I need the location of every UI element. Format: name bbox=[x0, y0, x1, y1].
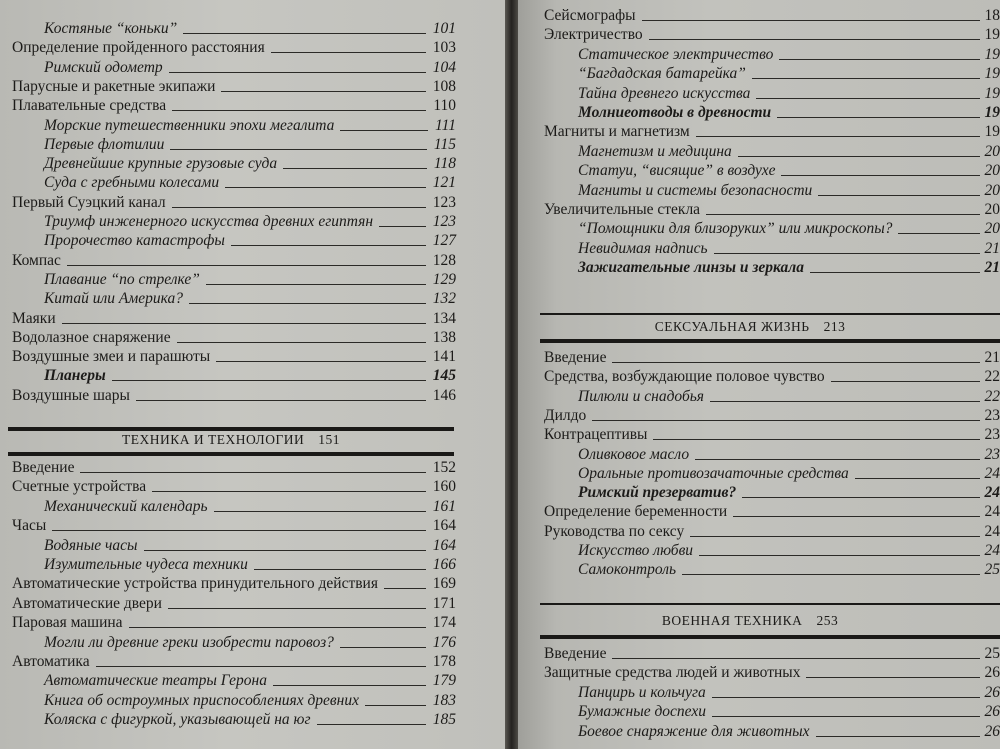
leader-line bbox=[712, 697, 980, 698]
toc-entry-title: Пилюли и снадобья bbox=[578, 387, 705, 405]
leader-line bbox=[221, 91, 425, 92]
toc-entry-page: 19 bbox=[984, 104, 1000, 121]
toc-entry-page: 141 bbox=[432, 348, 456, 366]
toc-entry-page: 129 bbox=[432, 270, 456, 288]
toc-entry-title: Автоматические двери bbox=[12, 594, 162, 612]
leader-line bbox=[172, 207, 426, 208]
leader-line bbox=[340, 130, 428, 131]
section-heading bbox=[540, 611, 960, 631]
toc-entry-page: 108 bbox=[432, 77, 456, 95]
leader-line bbox=[80, 472, 425, 473]
leader-line bbox=[710, 401, 979, 402]
toc-entry-title: Первые флотилии bbox=[44, 135, 165, 153]
section-title: ТЕХНИКА И ТЕХНОЛОГИИ bbox=[121, 432, 305, 447]
leader-line bbox=[696, 136, 980, 137]
leader-line bbox=[172, 110, 426, 111]
toc-entry-page: 20 bbox=[984, 220, 1000, 238]
toc-entry-page: 171 bbox=[432, 594, 456, 612]
toc-entry-page: 123 bbox=[432, 193, 456, 211]
toc-entry-page: 179 bbox=[432, 672, 456, 690]
leader-line bbox=[273, 685, 426, 686]
leader-line bbox=[168, 608, 426, 609]
toc-entry-page: 26 bbox=[984, 703, 1000, 721]
section-heading bbox=[8, 430, 454, 450]
toc-entry-page: 26 bbox=[984, 683, 1000, 701]
toc-entry bbox=[12, 383, 456, 405]
toc-entry-title: Планеры bbox=[44, 367, 106, 385]
toc-entry-page: 110 bbox=[433, 97, 456, 115]
toc-entry-page: 103 bbox=[432, 39, 456, 57]
toc-entry-title: Статуи, “висящие” в воздухе bbox=[578, 162, 776, 180]
toc-entry-page: 24 bbox=[984, 542, 1000, 559]
leader-line bbox=[642, 20, 980, 21]
toc-entry-page: 18 bbox=[984, 7, 1000, 24]
toc-entry-title: Определение пройденного расстояния bbox=[12, 39, 265, 57]
leader-line bbox=[214, 511, 426, 512]
toc-entry-title: Автоматические устройства принудительного действия bbox=[12, 575, 378, 593]
toc-entry-title: Могли ли древние греки изобрести паровоз? bbox=[44, 633, 334, 651]
toc-entry-title: Увеличительные стекла bbox=[544, 201, 701, 218]
toc-entry-page: 185 bbox=[432, 711, 456, 729]
toc-entry-page: 19 bbox=[984, 123, 1000, 141]
toc-entry-page: 166 bbox=[432, 556, 456, 573]
section-title: СЕКСУАЛЬНАЯ ЖИЗНЬ bbox=[654, 319, 810, 334]
toc-entry-page: 22 bbox=[984, 368, 1000, 386]
leader-line bbox=[831, 381, 980, 382]
toc-entry-page: 23 bbox=[984, 426, 1000, 444]
leader-line bbox=[67, 265, 426, 266]
toc-entry bbox=[578, 557, 1000, 579]
leader-line bbox=[699, 555, 979, 556]
toc-entry-page: 22 bbox=[984, 387, 1000, 405]
leader-line bbox=[183, 33, 425, 34]
toc-entry-page: 164 bbox=[432, 517, 456, 535]
toc-entry-page: 19 bbox=[984, 65, 1000, 83]
toc-entry-title: Оливковое масло bbox=[578, 445, 690, 463]
leader-line bbox=[169, 72, 426, 73]
toc-entry-title: Компас bbox=[12, 251, 61, 269]
leader-line bbox=[379, 226, 426, 227]
toc-entry-page: 20 bbox=[984, 142, 1000, 160]
leader-line bbox=[136, 400, 426, 401]
toc-entry-page: 21 bbox=[984, 259, 1000, 277]
toc-entry-title: Суда с гребными колесами bbox=[44, 174, 220, 192]
toc-entry-page: 26 bbox=[984, 722, 1000, 740]
toc-entry-page: 183 bbox=[432, 691, 456, 709]
toc-entry-title: Механический календарь bbox=[44, 497, 208, 515]
toc-entry-page: 123 bbox=[432, 213, 456, 230]
leader-line bbox=[612, 362, 979, 363]
toc-entry-title: Контрацептивы bbox=[544, 426, 648, 444]
section-page: 151 bbox=[318, 432, 341, 447]
toc-entry-title: Искусство любви bbox=[578, 542, 694, 559]
leader-line bbox=[225, 187, 426, 188]
toc-entry-title: Молниеотводы в древности bbox=[578, 104, 772, 121]
leader-line bbox=[898, 233, 979, 234]
leader-line bbox=[738, 156, 980, 157]
toc-entry-page: 134 bbox=[432, 309, 456, 327]
toc-entry-page: 23 bbox=[984, 406, 1000, 424]
toc-entry-title: Изумительные чудеса техники bbox=[44, 556, 248, 573]
leader-line bbox=[781, 175, 979, 176]
section-rule-bottom bbox=[540, 635, 1000, 639]
toc-entry-page: 24 bbox=[984, 484, 1000, 502]
toc-entry-title: Воздушные шары bbox=[12, 386, 130, 404]
toc-entry-title: Костяные “коньки” bbox=[44, 20, 178, 37]
leader-line bbox=[62, 323, 426, 324]
toc-entry-title: Плавательные средства bbox=[12, 97, 167, 115]
toc-entry-title: Невидимая надпись bbox=[578, 239, 708, 257]
toc-entry-title: Китай или Америка? bbox=[44, 290, 184, 308]
toc-entry-title: Введение bbox=[544, 645, 607, 662]
toc-entry bbox=[578, 255, 1000, 277]
leader-line bbox=[271, 52, 426, 53]
leader-line bbox=[365, 705, 426, 706]
toc-entry-title: Водолазное снаряжение bbox=[12, 328, 171, 346]
leader-line bbox=[682, 574, 979, 575]
toc-entry-page: 101 bbox=[432, 20, 456, 37]
book-gutter bbox=[505, 0, 518, 749]
toc-entry-page: 160 bbox=[432, 478, 456, 496]
toc-entry-title: Первый Суэцкий канал bbox=[12, 193, 166, 211]
toc-entry-title: Магнетизм и медицина bbox=[578, 142, 732, 160]
leader-line bbox=[649, 39, 980, 40]
toc-entry-page: 121 bbox=[432, 174, 456, 192]
toc-entry-page: 25 bbox=[984, 561, 1000, 579]
toc-entry-title: “Багдадская батарейка” bbox=[578, 65, 746, 83]
leader-line bbox=[806, 677, 979, 678]
leader-line bbox=[752, 78, 980, 79]
toc-entry-page: 178 bbox=[432, 653, 456, 670]
toc-entry-page: 23 bbox=[984, 445, 1000, 463]
toc-entry-page: 132 bbox=[432, 290, 456, 308]
leader-line bbox=[695, 459, 979, 460]
leader-line bbox=[592, 420, 979, 421]
toc-entry-page: 138 bbox=[432, 328, 456, 346]
toc-entry-page: 24 bbox=[984, 522, 1000, 540]
toc-entry-title: Счетные устройства bbox=[12, 478, 147, 496]
toc-entry-page: 174 bbox=[432, 614, 456, 632]
leader-line bbox=[112, 380, 426, 381]
leader-line bbox=[855, 478, 980, 479]
section-rule-top bbox=[540, 313, 1000, 315]
leader-line bbox=[690, 536, 979, 537]
toc-entry-title: Часы bbox=[12, 517, 47, 535]
toc-entry-page: 146 bbox=[432, 386, 456, 404]
toc-entry-title: Плавание “по стрелке” bbox=[44, 270, 200, 288]
toc-entry-title: Самоконтроль bbox=[578, 561, 677, 579]
toc-entry-title: Римский одометр bbox=[44, 58, 163, 76]
leader-line bbox=[712, 716, 980, 717]
toc-entry-page: 19 bbox=[984, 26, 1000, 44]
toc-entry-title: Сейсмографы bbox=[544, 7, 636, 24]
toc-entry-title: Средства, возбуждающие половое чувство bbox=[544, 368, 825, 386]
toc-entry-page: 128 bbox=[432, 251, 456, 269]
toc-entry-page: 111 bbox=[435, 116, 456, 134]
toc-entry-page: 21 bbox=[984, 349, 1000, 366]
section-rule-bottom bbox=[540, 339, 1000, 343]
toc-entry-page: 19 bbox=[984, 45, 1000, 63]
leader-line bbox=[810, 272, 980, 273]
leader-line bbox=[177, 342, 426, 343]
toc-entry-page: 20 bbox=[984, 181, 1000, 199]
toc-entry-title: Боевое снаряжение для животных bbox=[578, 722, 810, 740]
toc-entry-page: 152 bbox=[432, 459, 456, 476]
leader-line bbox=[96, 666, 426, 667]
toc-entry-page: 19 bbox=[984, 84, 1000, 102]
section-page: 253 bbox=[816, 613, 839, 628]
toc-entry-page: 118 bbox=[433, 155, 456, 173]
toc-entry-title: Введение bbox=[12, 459, 75, 476]
leader-line bbox=[340, 647, 426, 648]
leader-line bbox=[206, 284, 426, 285]
toc-entry-title: Определение беременности bbox=[544, 503, 728, 521]
toc-entry-title: Панцирь и кольчуга bbox=[578, 683, 706, 701]
leader-line bbox=[144, 550, 426, 551]
leader-line bbox=[777, 117, 979, 118]
leader-line bbox=[818, 195, 979, 196]
leader-line bbox=[706, 214, 979, 215]
toc-entry-title: Римский презерватив? bbox=[578, 484, 737, 502]
toc-entry-page: 20 bbox=[984, 201, 1000, 218]
leader-line bbox=[170, 149, 427, 150]
toc-entry-title: Оральные противозачаточные средства bbox=[578, 464, 849, 482]
toc-entry-title: Морские путешественники эпохи мегалита bbox=[44, 116, 335, 134]
toc-entry-page: 169 bbox=[432, 575, 456, 593]
toc-entry-page: 164 bbox=[432, 536, 456, 554]
toc-entry-title: Книга об остроумных приспособлениях древних bbox=[44, 691, 359, 709]
leader-line bbox=[317, 724, 426, 725]
toc-entry-title: “Помощники для близоруких” или микроскопы? bbox=[578, 220, 893, 238]
toc-entry bbox=[44, 707, 456, 729]
toc-entry-page: 21 bbox=[984, 239, 1000, 257]
leader-line bbox=[714, 253, 980, 254]
toc-entry bbox=[578, 719, 1000, 741]
leader-line bbox=[733, 516, 979, 517]
leader-line bbox=[283, 168, 427, 169]
toc-entry-title: Статическое электричество bbox=[578, 45, 774, 63]
leader-line bbox=[189, 303, 426, 304]
toc-entry-page: 176 bbox=[432, 633, 456, 651]
leader-line bbox=[231, 245, 426, 246]
toc-entry-title: Автоматические театры Герона bbox=[44, 672, 267, 690]
toc-entry-title: Зажигательные линзы и зеркала bbox=[578, 259, 804, 277]
toc-entry-title: Воздушные змеи и парашюты bbox=[12, 348, 211, 366]
leader-line bbox=[653, 439, 979, 440]
right-page bbox=[518, 0, 1000, 749]
leader-line bbox=[52, 530, 426, 531]
toc-entry-title: Триумф инженерного искусства древних египтян bbox=[44, 213, 374, 230]
toc-entry-title: Руководства по сексу bbox=[544, 522, 685, 540]
leader-line bbox=[612, 658, 979, 659]
toc-entry-title: Автоматика bbox=[12, 653, 90, 670]
toc-entry-page: 24 bbox=[984, 464, 1000, 482]
section-title: ВОЕННАЯ ТЕХНИКА bbox=[661, 613, 803, 628]
toc-entry-page: 145 bbox=[432, 367, 456, 385]
toc-entry-title: Бумажные доспехи bbox=[578, 703, 706, 721]
toc-entry-title: Магниты и магнетизм bbox=[544, 123, 690, 141]
toc-entry-title: Паровая машина bbox=[12, 614, 123, 632]
leader-line bbox=[742, 497, 979, 498]
toc-entry-title: Тайна древнего искусства bbox=[578, 84, 751, 102]
section-page: 213 bbox=[823, 319, 846, 334]
toc-entry-title: Введение bbox=[544, 349, 607, 366]
toc-entry-page: 161 bbox=[432, 497, 456, 515]
toc-entry-title: Водяные часы bbox=[44, 536, 138, 554]
toc-entry-title: Защитные средства людей и животных bbox=[544, 664, 801, 682]
leader-line bbox=[779, 59, 979, 60]
toc-entry-page: 20 bbox=[984, 162, 1000, 180]
leader-line bbox=[756, 98, 979, 99]
toc-entry-title: Пророчество катастрофы bbox=[44, 232, 225, 250]
leader-line bbox=[152, 491, 426, 492]
leader-line bbox=[384, 588, 426, 589]
leader-line bbox=[129, 627, 426, 628]
section-rule-top bbox=[540, 603, 1000, 605]
toc-entry-page: 115 bbox=[433, 135, 456, 153]
toc-entry-title: Электричество bbox=[544, 26, 643, 44]
section-heading bbox=[540, 317, 960, 337]
leader-line bbox=[216, 361, 426, 362]
toc-entry-title: Коляска с фигуркой, указывающей на юг bbox=[44, 711, 311, 729]
toc-entry-title: Дилдо bbox=[544, 406, 587, 424]
leader-line bbox=[254, 569, 426, 570]
toc-entry-title: Парусные и ракетные экипажи bbox=[12, 77, 216, 95]
toc-entry-title: Маяки bbox=[12, 309, 56, 327]
toc-entry-page: 127 bbox=[432, 232, 456, 250]
toc-entry-title: Древнейшие крупные грузовые суда bbox=[44, 155, 278, 173]
toc-entry-page: 25 bbox=[984, 645, 1000, 662]
toc-entry-page: 26 bbox=[984, 664, 1000, 682]
toc-entry-page: 104 bbox=[432, 58, 456, 76]
leader-line bbox=[816, 736, 980, 737]
toc-entry-title: Магниты и системы безопасности bbox=[578, 181, 813, 199]
toc-entry-page: 24 bbox=[984, 503, 1000, 521]
